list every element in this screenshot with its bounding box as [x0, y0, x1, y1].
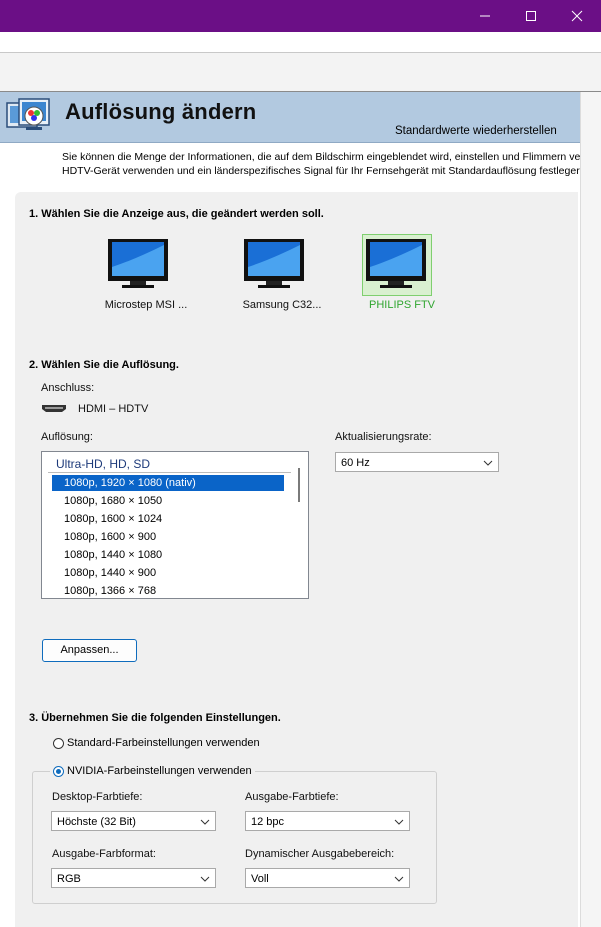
section-2-title: 2. Wählen Sie die Auflösung.	[29, 359, 179, 371]
resolution-item[interactable]: 1080p, 1366 × 768	[64, 585, 157, 597]
radio-button[interactable]	[53, 766, 64, 777]
hdmi-icon	[41, 404, 67, 413]
chevron-down-icon	[200, 869, 210, 889]
refresh-rate-label: Aktualisierungsrate:	[335, 431, 432, 443]
output-format-dropdown[interactable]	[51, 868, 216, 888]
resolution-label: Auflösung:	[41, 431, 93, 443]
resolution-item[interactable]: 1080p, 1680 × 1050	[64, 495, 163, 507]
monitor-label: Microstep MSI ...	[104, 299, 188, 311]
desktop-depth-value: Höchste (32 Bit)	[57, 816, 136, 828]
radio-label: NVIDIA-Farbeinstellungen verwenden	[67, 765, 252, 777]
radio-default-colors[interactable]	[53, 737, 260, 749]
radio-nvidia-colors[interactable]	[50, 765, 255, 777]
minimize-button[interactable]	[462, 0, 508, 32]
section-3-title: 3. Übernehmen Sie die folgenden Einstellungen.	[29, 712, 281, 724]
connection-label: Anschluss:	[41, 382, 95, 394]
maximize-button[interactable]	[508, 0, 554, 32]
resolution-item[interactable]: 1080p, 1600 × 1024	[64, 513, 163, 525]
toolbar	[0, 53, 601, 92]
list-scrollbar[interactable]	[291, 452, 308, 598]
menu-bar	[0, 32, 601, 53]
monitor-icon	[364, 237, 432, 293]
dynamic-range-label: Dynamischer Ausgabebereich:	[245, 848, 395, 860]
list-divider	[48, 472, 293, 473]
restore-defaults-link[interactable]: Standardwerte wiederherstellen	[395, 125, 557, 137]
maximize-icon	[525, 10, 537, 22]
refresh-rate-dropdown[interactable]	[335, 452, 499, 472]
chevron-down-icon	[483, 453, 493, 473]
vertical-scrollbar[interactable]	[580, 92, 601, 927]
radio-button[interactable]	[53, 738, 64, 749]
monitor-label: Samsung C32...	[242, 299, 322, 311]
dynamic-range-value: Voll	[251, 873, 269, 885]
description-line-1: Sie können die Menge der Informationen, die auf dem Bildschirm eingeblendet wird, einstellen und Flimmern ve	[62, 151, 581, 163]
list-scroll-thumb[interactable]	[298, 468, 300, 502]
close-button[interactable]	[554, 0, 600, 32]
chevron-down-icon	[394, 812, 404, 832]
resolution-item[interactable]: 1080p, 1440 × 1080	[64, 549, 163, 561]
chevron-down-icon	[394, 869, 404, 889]
monitor-icon	[242, 237, 310, 293]
page-description	[62, 150, 592, 178]
page-title: Auflösung ändern	[65, 99, 257, 124]
connection-value: HDMI – HDTV	[78, 403, 149, 415]
resolution-item[interactable]: 1080p, 1600 × 900	[64, 531, 157, 543]
output-depth-value: 12 bpc	[251, 816, 285, 828]
monitor-label: PHILIPS FTV	[368, 299, 436, 311]
minimize-icon	[479, 10, 491, 22]
display-settings-icon	[6, 97, 56, 139]
customize-button[interactable]: Anpassen...	[42, 639, 137, 662]
radio-label: Standard-Farbeinstellungen verwenden	[67, 737, 260, 749]
refresh-rate-value: 60 Hz	[341, 457, 370, 469]
close-icon	[571, 10, 583, 22]
resolution-item[interactable]: 1080p, 1440 × 900	[64, 567, 157, 579]
dynamic-range-dropdown[interactable]	[245, 868, 410, 888]
resolution-list[interactable]	[41, 451, 309, 599]
monitor-icon	[106, 237, 174, 293]
desktop-depth-label: Desktop-Farbtiefe:	[52, 791, 143, 803]
output-depth-dropdown[interactable]	[245, 811, 410, 831]
output-depth-label: Ausgabe-Farbtiefe:	[245, 791, 339, 803]
output-format-label: Ausgabe-Farbformat:	[52, 848, 156, 860]
resolution-item[interactable]: 1080p, 1920 × 1080 (nativ)	[52, 475, 284, 491]
desktop-depth-dropdown[interactable]	[51, 811, 216, 831]
chevron-down-icon	[200, 812, 210, 832]
description-line-2: HDTV-Gerät verwenden und ein länderspezifisches Signal für Ihr Fernsehgerät mit Standardauflösung festleger	[62, 165, 580, 177]
output-format-value: RGB	[57, 873, 81, 885]
section-1-title: 1. Wählen Sie die Anzeige aus, die geändert werden soll.	[29, 208, 324, 220]
list-group-header: Ultra-HD, HD, SD	[56, 457, 151, 471]
